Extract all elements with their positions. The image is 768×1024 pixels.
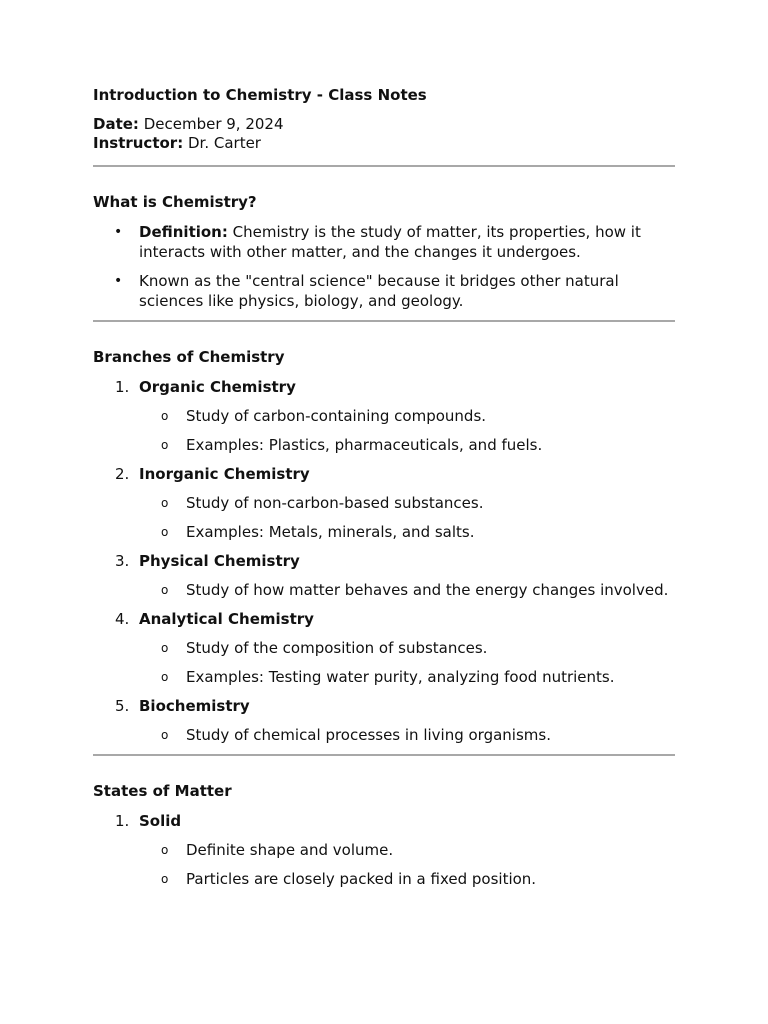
item-name: Solid	[139, 812, 182, 830]
central-science-text: Known as the "central science" because it bridges other natural sciences like physics, biology, and geology.	[139, 272, 619, 310]
sub-list-item	[93, 840, 675, 860]
sub-list	[93, 638, 675, 687]
date-line	[93, 115, 675, 134]
sub-item-text: Examples: Plastics, pharmaceuticals, and fuels.	[186, 436, 543, 454]
sub-list-item	[93, 493, 675, 513]
sub-list-item	[93, 725, 675, 745]
item-number: 5.	[115, 697, 130, 715]
circle-bullet-icon: o	[161, 409, 169, 423]
circle-bullet-icon: o	[161, 843, 169, 857]
sub-item-text: Examples: Metals, minerals, and salts.	[186, 523, 475, 541]
numbered-item	[93, 551, 675, 600]
instructor-label: Instructor:	[93, 134, 184, 152]
numbered-item	[93, 811, 675, 889]
sub-item-text: Study of the composition of substances.	[186, 639, 488, 657]
sub-item-text: Definite shape and volume.	[186, 841, 394, 859]
sub-item-text: Particles are closely packed in a fixed position.	[186, 870, 537, 888]
instructor-value: Dr. Carter	[187, 134, 261, 152]
divider	[93, 165, 675, 167]
date-label: Date:	[93, 115, 139, 133]
item-heading	[93, 377, 675, 397]
item-heading	[93, 551, 675, 571]
divider	[93, 754, 675, 756]
sub-list-item	[93, 869, 675, 889]
circle-bullet-icon: o	[161, 525, 169, 539]
numbered-item	[93, 377, 675, 455]
list-item	[93, 271, 675, 311]
numbered-item	[93, 464, 675, 542]
sub-list	[93, 493, 675, 542]
divider	[93, 320, 675, 322]
branches-list	[93, 377, 675, 745]
bullet-icon: •	[114, 273, 123, 289]
definition-label: Definition:	[139, 223, 228, 241]
sub-item-text: Study of chemical processes in living organisms.	[186, 726, 551, 744]
sub-list-item	[93, 638, 675, 658]
circle-bullet-icon: o	[161, 670, 169, 684]
sub-item-text: Examples: Testing water purity, analyzing food nutrients.	[186, 668, 615, 686]
item-heading	[93, 464, 675, 484]
item-number: 4.	[115, 610, 130, 628]
circle-bullet-icon: o	[161, 728, 169, 742]
sub-list-item	[93, 435, 675, 455]
numbered-item	[93, 696, 675, 745]
sub-item-text: Study of carbon-containing compounds.	[186, 407, 487, 425]
instructor-line	[93, 134, 675, 153]
section-title-what-is-chemistry: What is Chemistry?	[93, 193, 257, 211]
item-number: 1.	[115, 812, 130, 830]
item-name: Inorganic Chemistry	[139, 465, 310, 483]
definition-text: Chemistry is the study of matter, its properties, how it interacts with other matter, and the changes it undergoes.	[139, 223, 641, 261]
item-number: 2.	[115, 465, 130, 483]
bullet-icon: •	[114, 224, 123, 240]
item-number: 1.	[115, 378, 130, 396]
sub-item-text: Study of non-carbon-based substances.	[186, 494, 484, 512]
document-content	[93, 86, 675, 898]
sub-list	[93, 580, 675, 600]
document-title: Introduction to Chemistry - Class Notes	[93, 86, 427, 104]
bullet-list	[93, 222, 675, 311]
item-number: 3.	[115, 552, 130, 570]
sub-list-item	[93, 522, 675, 542]
circle-bullet-icon: o	[161, 641, 169, 655]
sub-list	[93, 725, 675, 745]
item-name: Analytical Chemistry	[139, 610, 314, 628]
sub-list-item	[93, 580, 675, 600]
sub-list	[93, 840, 675, 889]
sub-list-item	[93, 667, 675, 687]
sub-list	[93, 406, 675, 455]
circle-bullet-icon: o	[161, 872, 169, 886]
item-name: Organic Chemistry	[139, 378, 296, 396]
item-heading	[93, 811, 675, 831]
sub-list-item	[93, 406, 675, 426]
section-title-states-of-matter: States of Matter	[93, 782, 232, 800]
item-name: Physical Chemistry	[139, 552, 300, 570]
circle-bullet-icon: o	[161, 438, 169, 452]
item-name: Biochemistry	[139, 697, 250, 715]
list-item	[93, 222, 675, 262]
section-title-branches: Branches of Chemistry	[93, 348, 285, 366]
circle-bullet-icon: o	[161, 496, 169, 510]
circle-bullet-icon: o	[161, 583, 169, 597]
sub-item-text: Study of how matter behaves and the energy changes involved.	[186, 581, 669, 599]
date-value: December 9, 2024	[143, 115, 284, 133]
item-heading	[93, 696, 675, 716]
states-list	[93, 811, 675, 889]
item-heading	[93, 609, 675, 629]
numbered-item	[93, 609, 675, 687]
